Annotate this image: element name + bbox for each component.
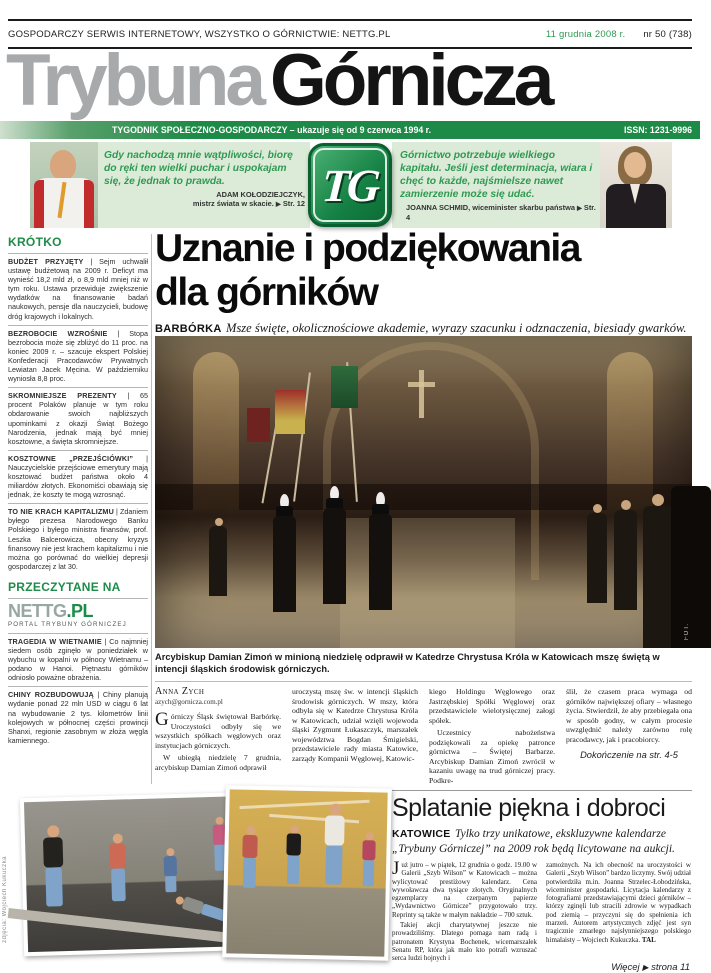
quote-role-left: mistrz świata w skacie. bbox=[192, 199, 274, 208]
nettg-logo-block[interactable] bbox=[8, 598, 148, 633]
brief-item: BEZROBOCIE WZROŚNIE | Stopa bezrobocia może się zbliżyć do 11 proc. na koniec 2009 r. – szacuje ekspert Polskiej Konfederacji Pracodawców Prywatnych Lewiatan Jacek Męcina. W październiku wyniosła 8,8 proc. bbox=[8, 325, 148, 388]
brief-item: TRAGEDIA W WIETNAMIE | Co najmniej siedem osób zginęło w poniedziałek w wybuchu w kopalni w północy Wietnamu – podano w Hanoi. Piętnastu górników odniosło poważne obrażenia. bbox=[8, 633, 148, 686]
cross-icon bbox=[419, 370, 424, 418]
body-paragraph: Górniczy Śląsk świętował Barbórkę. Uroczystości odbyły się we wszystkich spółkach węglowych oraz instytucjach górniczych. bbox=[155, 709, 281, 750]
issn: ISSN: 1231-9996 bbox=[624, 125, 692, 135]
person-figure bbox=[324, 803, 345, 884]
quote-box-right bbox=[392, 142, 672, 228]
body-paragraph: Takiej akcji charytatywnej jeszcze nie prowadziliśmy. Dlatego pomaga nam radą i patronatem Krystyna Bochenek, wicemarszałek Senatu RP, która jak mało kto potrafi wzruszać serca ludzi hojnych i bbox=[392, 921, 537, 963]
masthead-title bbox=[6, 42, 550, 120]
issue-number: nr 50 (738) bbox=[643, 28, 692, 40]
article-column-1 bbox=[155, 687, 281, 793]
quote-author-right: JOANNA SCHMID, wiceminister skarbu państwa bbox=[406, 203, 575, 212]
nettg-logo[interactable]: NETTG.PL bbox=[8, 600, 94, 621]
issue-date: 11 grudnia 2008 r. bbox=[545, 28, 626, 40]
person-figure bbox=[50, 150, 76, 180]
nettg-logo-subtitle: PORTAL TRYBUNY GÓRNICZEJ bbox=[8, 620, 127, 628]
secondary-headline: Splatanie piękna i dobroci bbox=[392, 794, 666, 822]
article-column-3 bbox=[429, 687, 555, 793]
person-figure bbox=[242, 826, 258, 888]
brief-item: SKROMNIEJSZE PREZENTY | 65 procent Polaków planuje w tym roku obdarowanie swoich najbliższych upominkami z okazji Świąt Bożego Narodzenia, jednak mają być mniej kosztowne, a święta skromniejsze. bbox=[8, 387, 148, 450]
brief-item: CHINY ROZBUDOWUJĄ | Chiny planują wydanie ponad 22 mln USD w ciągu 6 lat na wybudowanie 2 tys. kilometrów linii kolejowych w północnej części prowincji Shanxi, regionie zasobnym w złoża węgla kamiennego. bbox=[8, 686, 148, 749]
quote-attribution-left bbox=[104, 190, 310, 209]
author-email[interactable]: azych@gornicza.com.pl bbox=[155, 697, 223, 706]
person-figure bbox=[362, 832, 376, 886]
pipe-separator: | bbox=[90, 257, 93, 266]
body-paragraph: uroczystą mszę św. w intencji śląskich środowisk górniczych. W mszy, która odbyła się w Katedrze Chrystusa Króla w Katowicach, udział wzięli wojewoda śląski Zygmunt Łukaszczyk, marszałek województwa Bogdan Śmigielski, przedstawiciele rady miasta Katowice, zarządy Kompanii Węglowej, Katowic- bbox=[292, 687, 418, 763]
page-ref-str4[interactable]: Str. 4 bbox=[406, 203, 596, 222]
secondary-deck bbox=[392, 826, 692, 856]
cathedral-aisle bbox=[340, 518, 515, 648]
flag-red-yellow bbox=[275, 390, 305, 434]
quote-text-right: Górnictwo potrzebuje wielkiego kapitału. Jeśli jest determinacja, wiara i chęć to każde, najśmielsze nawet zamierzenie może się udać. bbox=[400, 150, 593, 200]
main-photo-caption: Arcybiskup Damian Zimoń w minioną niedzielę odprawił w Katedrze Chrystusa Króla w Katowicach mszę świętą w intencji śląskich środowisk górniczych. bbox=[155, 652, 660, 674]
quote-attribution-right bbox=[392, 203, 596, 222]
pipe-separator: | bbox=[116, 507, 118, 517]
more-ref[interactable]: Więcej ▶ strona 11 bbox=[611, 962, 690, 973]
article-column-2 bbox=[546, 861, 691, 961]
person-figure bbox=[43, 825, 65, 907]
pipe-separator: | bbox=[97, 690, 100, 700]
tg-logo bbox=[308, 143, 392, 227]
quote-text-left: Gdy nachodzą mnie wątpliwości, biorę do ręki ten wielki puchar i uspokajam się, że jednak to prawda. bbox=[104, 150, 293, 187]
brief-item: KOSZTOWNE „PRZEJŚCIÓWKI” | Nauczycielskie przejściowe emerytury mają kosztować budżet państwa około 4 miliardów złotych. Ekonomiści obawiają się jednak, że koszty te mogą wzrosnąć. bbox=[8, 450, 148, 503]
photo-adam-kolodziejczyk bbox=[30, 142, 98, 228]
person-figure bbox=[621, 500, 631, 510]
masthead-green-bar bbox=[0, 121, 700, 139]
brief-item: TO NIE KRACH KAPITALIZMU | Zdaniem byłego prezesa Narodowego Banku Polskiego i byłego ministra finansów, prof. Leszka Balcerowicza, obecny kryzys finansowy nie jest krachem kapitalizmu i nie można go porównać do wielkiej depresji gospodarczej z lat 30. bbox=[8, 503, 148, 575]
news-briefs-rail bbox=[8, 234, 148, 785]
body-paragraph: Już jutro – w piątek, 12 grudnia o godz. 19.00 w Galerii „Szyb Wilson” w Katowicach – można wylicytować prestiżowy kalendarz. Cena wywoławcza dwa tysiące złotych. Oryginalnych egzemplarzy na czerpanym papierze „Wydawnictwo Górnicze” przygotowało trzy. Reprinty są także w małym nakładzie – 700 sztuk. bbox=[392, 858, 537, 919]
person-figure bbox=[614, 510, 637, 610]
person-figure bbox=[643, 506, 673, 648]
pipe-separator: | bbox=[127, 391, 130, 401]
tagline: TYGODNIK SPOŁECZNO-GOSPODARCZY – ukazuje się od 9 czerwca 1994 r. bbox=[112, 125, 432, 135]
pipe-separator: | bbox=[104, 636, 107, 646]
photo-joanna-schmid bbox=[600, 142, 672, 228]
person-figure bbox=[587, 513, 607, 603]
collage-photo-credit: zdjęcia: Wojciech Kukuczka bbox=[2, 856, 8, 943]
person-figure bbox=[174, 894, 229, 923]
church-mass-photo bbox=[155, 336, 692, 648]
wall-graffiti bbox=[269, 814, 359, 824]
miner-figure bbox=[323, 486, 346, 604]
person-figure bbox=[652, 494, 664, 506]
main-headline: Uznanie i podziękowania dla górników bbox=[155, 227, 580, 314]
body-paragraph: ślił, że czasem praca wymaga od górników największej ofiary – własnego życia. Stwierdził, że aby przebiegała ona w sposób godny, w całym procesie uwzględnić należy zarówno rolę pracodawcy, jak i pracobiorcy. bbox=[566, 687, 692, 744]
miner-figure bbox=[273, 494, 296, 612]
person-figure bbox=[209, 526, 227, 596]
person-figure bbox=[593, 504, 602, 513]
masthead-word-gornicza: Górnicza bbox=[269, 40, 551, 121]
page-ref-str12[interactable]: Str. 12 bbox=[282, 199, 305, 208]
flag-green bbox=[331, 366, 358, 408]
body-paragraph: zamożnych. Na ich obecność na uroczystości w Galerii „Szyb Wilson” bardzo liczymy. Swój udział potwierdziła m.in. Joanna Strzelec-Łobodzińska, wiceminister gospodarki. Licytacja kalendarzy z fotografiami przedstawiającymi dzieci górników – którzy zginęli lub stracili zdrowie w wypadkach pod ziemią – przyczyni się do spełnienia ich marzeń. Autorem artystycznych zdjęć jest syn tragicznie zmarłego najsłynniejszego polskiego himalaisty – Wojciech Kukuczka. TAL bbox=[546, 861, 691, 944]
deck-location-tag: KATOWICE bbox=[392, 828, 451, 840]
person-figure bbox=[163, 848, 177, 892]
continuation-ref[interactable]: Dokończenie na str. 4-5 bbox=[580, 750, 678, 760]
main-deck bbox=[155, 319, 692, 337]
flag-maroon bbox=[247, 408, 270, 442]
article-column-1 bbox=[392, 858, 537, 963]
shirt-stripe bbox=[34, 180, 44, 228]
secondary-article-body bbox=[392, 858, 692, 963]
topbar-slogan: GOSPODARCZY SERWIS INTERNETOWY, WSZYSTKO O GÓRNICTWIE: NETTG.PL bbox=[8, 28, 391, 40]
secondary-article bbox=[392, 790, 692, 973]
author-signature: TAL bbox=[641, 935, 656, 944]
arrow-right-icon: ▶ bbox=[642, 963, 649, 972]
deck-text: Msze święte, okolicznościowe akademie, wyrazy szacunku i odznaczenia, biesiady gwarków. bbox=[226, 321, 687, 335]
person-figure bbox=[109, 833, 127, 901]
person-figure bbox=[624, 152, 646, 178]
congregation-crowd bbox=[155, 484, 692, 510]
person-figure bbox=[286, 825, 302, 885]
krotko-header: KRÓTKO bbox=[8, 235, 62, 249]
photo-credit: FOT. bbox=[684, 623, 690, 640]
brief-item: BUDŻET PRZYJĘTY | Sejm uchwalił ustawę budżetową na 2009 r. Deficyt ma wynieść 18,2 mld zł, o 8,9 mld mniej niż w tym roku. Ustawa przewiduje zwiększenie wydatków na finansowanie badań naukowych, pensje dla nauczycieli, budowę dróg krajowych i lokalnych. bbox=[8, 253, 148, 325]
pipe-separator: | bbox=[117, 328, 120, 338]
pipe-separator: | bbox=[146, 453, 148, 463]
column-divider bbox=[151, 234, 152, 784]
body-paragraph: W ubiegłą niedzielę 7 grudnia, arcybiskup Damian Zimoń odprawił bbox=[155, 753, 281, 772]
quote-author-left: ADAM KOŁODZIEJCZYK, bbox=[216, 190, 305, 199]
photo-collage bbox=[0, 786, 390, 963]
body-paragraph: Uczestnicy nabożeństwa podziękowali za opiekę patronce górnictwa – Świętej Barbarze. Arcybiskup Damian Zimoń zwrócił w kazaniu uwagę na trud górniczej pracy. Podkre- bbox=[429, 728, 555, 785]
snapshot-photo-right bbox=[222, 785, 392, 960]
article-column-2 bbox=[292, 687, 418, 793]
wall-graffiti bbox=[239, 800, 369, 809]
arrow-right-icon: ▶ bbox=[577, 205, 582, 212]
main-article-body bbox=[155, 681, 692, 793]
cross-icon bbox=[408, 382, 435, 387]
author-byline: Anna Zych bbox=[155, 686, 205, 697]
person-figure bbox=[671, 486, 711, 648]
person-figure bbox=[215, 518, 223, 526]
arrow-right-icon: ▶ bbox=[275, 201, 281, 208]
shirt-stripe bbox=[84, 180, 94, 228]
miner-figure bbox=[369, 492, 392, 610]
deck-text: Tylko trzy unikatowe, ekskluzywne kalendarze „Trybuny Górniczej” na 2009 rok będą licytowane na aukcji. bbox=[392, 828, 675, 855]
article-column-4 bbox=[566, 687, 692, 793]
deck-location-tag: BARBÓRKA bbox=[155, 323, 222, 335]
tg-logo-letters: TG bbox=[320, 159, 380, 211]
przeczytane-header: PRZECZYTANE NA bbox=[8, 579, 121, 594]
quote-box-left bbox=[30, 142, 310, 228]
masthead-word-trybuna: Trybuna bbox=[6, 40, 262, 121]
body-paragraph: kiego Holdingu Węglowego oraz Jastrzębskiej Spółki Węglowej oraz przedstawiciele wielotysięcznej załogi spółek. bbox=[429, 687, 555, 725]
